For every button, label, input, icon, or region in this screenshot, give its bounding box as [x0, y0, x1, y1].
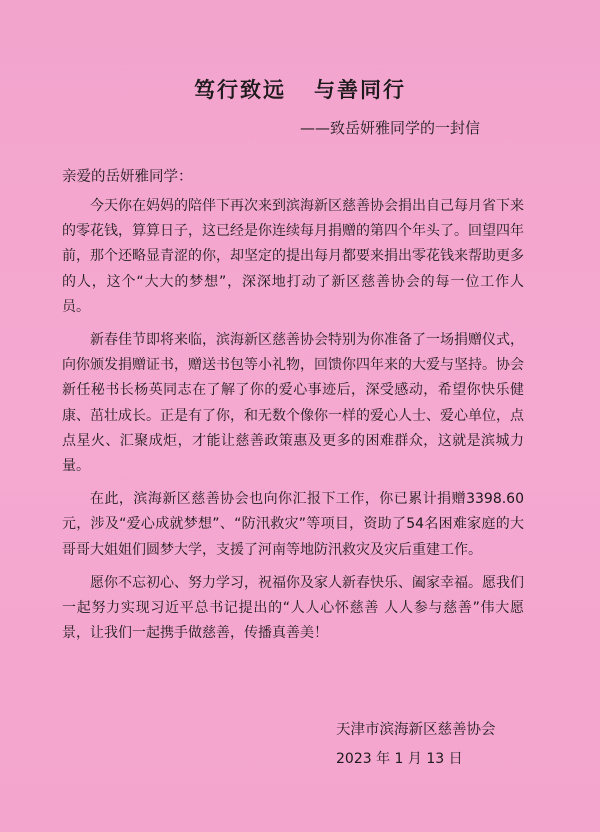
- letter-title: 笃行致远 与善同行: [194, 78, 406, 102]
- letter-subtitle: ——致岳妍雅同学的一封信: [300, 119, 481, 137]
- body-paragraph-3: 在此，滨海新区慈善协会也向你汇报下工作，你已累计捐赠3398.60元，涉及“爱心成就梦想”、“防汛救灾”等项目，资助了54名困难家庭的大哥哥大姐姐们圆梦大学，支援了河南等地防汛救灾及灾后重建工作。: [62, 491, 524, 558]
- letter-body: [62, 194, 524, 654]
- letter-signature: 天津市滨海新区慈善协会: [336, 722, 496, 738]
- body-paragraph-2: 新春佳节即将来临，滨海新区慈善协会特别为你准备了一场捐赠仪式，向你颁发捐赠证书，赠送书包等小礼物，回馈你四年来的大爱与坚持。协会新任秘书长杨英同志在了解了你的爱心事迹后，深受感动，希望你快乐健康、茁壮成长。正是有了你，和无数个像你一样的爱心人士、爱心单位，点点星火、汇聚成炬，才能让慈善政策惠及更多的困难群众，这就是滨城力量。: [62, 332, 524, 475]
- body-paragraph-4: 愿你不忘初心、努力学习，祝福你及家人新春快乐、阖家幸福。愿我们一起努力实现习近平总书记提出的“人人心怀慈善 人人参与慈善”伟大愿景，让我们一起携手做慈善，传播真善美！: [62, 574, 524, 642]
- body-paragraph-1: 今天你在妈妈的陪伴下再次来到滨海新区慈善协会捐出自己每月省下来的零花钱，算算日子，这已经是你连续每月捐赠的第四个年头了。回望四年前，那个还略显青涩的你，却坚定的提出每月都要来捐出零花钱来帮助更多的人，这个“大大的梦想”，深深地打动了新区慈善协会的每一位工作人员。: [62, 198, 524, 315]
- letter-date: 2023 年 1 月 13 日: [336, 751, 463, 767]
- letter-salutation: 亲爱的岳妍雅同学：: [62, 169, 193, 185]
